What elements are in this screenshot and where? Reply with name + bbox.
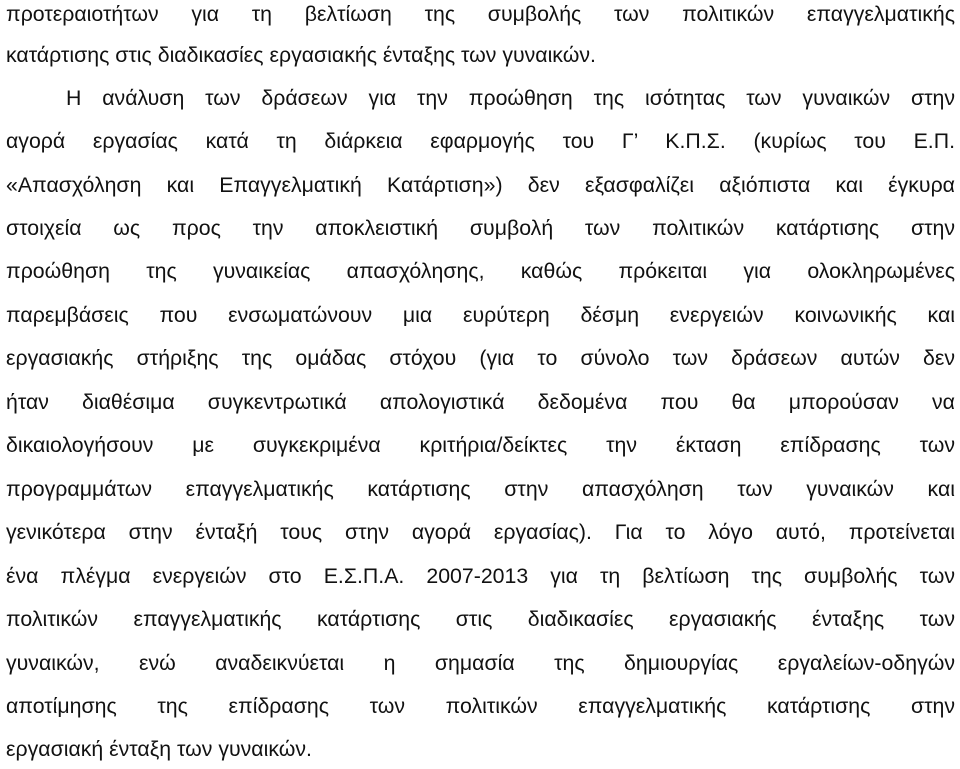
- text-line: αγορά εργασίας κατά τη διάρκεια εφαρμογής του Γ’ Κ.Π.Σ. (κυρίως του Ε.Π.: [6, 129, 955, 153]
- text-line: αποτίμησης της επίδρασης των πολιτικών επαγγελματικής κατάρτισης στην: [6, 694, 955, 718]
- text-line: προγραμμάτων επαγγελματικής κατάρτισης στην απασχόληση των γυναικών και: [6, 477, 955, 501]
- text-line: παρεμβάσεις που ενσωματώνουν μια ευρύτερη δέσμη ενεργειών κοινωνικής και: [6, 303, 955, 327]
- text-line: ένα πλέγμα ενεργειών στο Ε.Σ.Π.Α. 2007-2013 για τη βελτίωση της συμβολής των: [6, 564, 955, 588]
- text-line: ήταν διαθέσιμα συγκεντρωτικά απολογιστικά δεδομένα που θα μπορούσαν να: [6, 390, 955, 414]
- text-line: «Απασχόληση και Επαγγελματική Κατάρτιση») δεν εξασφαλίζει αξιόπιστα και έγκυρα: [6, 173, 955, 197]
- text-line: προώθηση της γυναικείας απασχόλησης, καθώς πρόκειται για ολοκληρωμένες: [6, 259, 955, 283]
- text-line: προτεραιοτήτων για τη βελτίωση της συμβολής των πολιτικών επαγγελματικής: [6, 2, 955, 26]
- paragraph-first-line: Η ανάλυση των δράσεων για την προώθηση της ισότητας των γυναικών στην: [66, 86, 955, 110]
- text-line: εργασιακή ένταξη των γυναικών.: [6, 737, 312, 761]
- text-line: πολιτικών επαγγελματικής κατάρτισης στις διαδικασίες εργασιακής ένταξης των: [6, 607, 955, 631]
- text-line: δικαιολογήσουν με συγκεκριμένα κριτήρια/δείκτες την έκταση επίδρασης των: [6, 433, 955, 457]
- text-line: στοιχεία ως προς την αποκλειστική συμβολή των πολιτικών κατάρτισης στην: [6, 216, 955, 240]
- text-line: εργασιακής στήριξης της ομάδας στόχου (για το σύνολο των δράσεων αυτών δεν: [6, 346, 955, 370]
- text-line: κατάρτισης στις διαδικασίες εργασιακής ένταξης των γυναικών.: [6, 43, 596, 67]
- text-line: γυναικών, ενώ αναδεικνύεται η σημασία της δημιουργίας εργαλείων-οδηγών: [6, 651, 955, 675]
- text-line: γενικότερα στην ένταξή τους στην αγορά εργασίας). Για το λόγο αυτό, προτείνεται: [6, 520, 955, 544]
